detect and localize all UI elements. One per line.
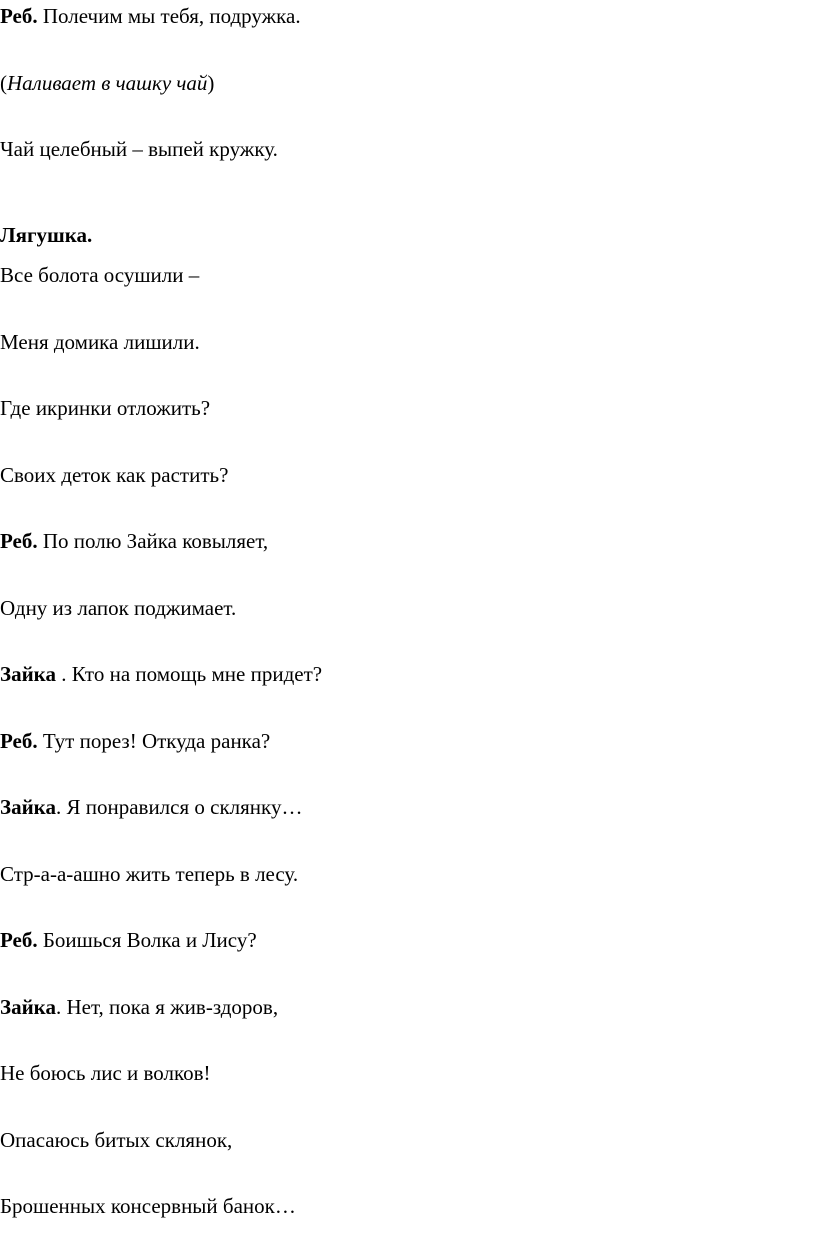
speaker-name: Реб.: [0, 529, 38, 553]
dialogue-line: [0, 1063, 211, 1084]
dialogue-line: [0, 265, 199, 286]
line-text: Все болота осушили –: [0, 263, 200, 287]
line-text: Не боюсь лис и волков!: [0, 1061, 211, 1085]
line-text: Тут порез! Откуда ранка?: [37, 729, 271, 753]
paren-open: (: [0, 71, 7, 95]
speaker-heading: [0, 225, 92, 246]
speaker-name: Зайка: [0, 662, 56, 686]
dialogue-line: [0, 930, 257, 951]
line-text: Боишься Волка и Лису?: [37, 928, 257, 952]
line-text: Чай целебный – выпей кружку.: [0, 137, 278, 161]
dialogue-line: [0, 531, 268, 552]
dialogue-line: [0, 332, 200, 353]
paren-close: ): [207, 71, 215, 95]
dialogue-line: [0, 797, 302, 818]
speaker-name: Лягушка.: [0, 223, 93, 247]
line-text: . Я понравился о склянку…: [55, 795, 303, 819]
dialogue-line: [0, 598, 236, 619]
line-text: Полечим мы тебя, подружка.: [37, 4, 301, 28]
line-text: . Кто на помощь мне придет?: [55, 662, 323, 686]
stage-direction: [0, 73, 214, 94]
dialogue-line: [0, 465, 228, 486]
line-text: . Нет, пока я жив-здоров,: [55, 995, 279, 1019]
dialogue-line: [0, 1196, 296, 1217]
dialogue-line: [0, 664, 322, 685]
line-text: Своих деток как растить?: [0, 463, 229, 487]
speaker-name: Зайка: [0, 795, 56, 819]
line-text: Меня домика лишили.: [0, 330, 200, 354]
dialogue-line: [0, 997, 278, 1018]
speaker-name: Реб.: [0, 729, 38, 753]
stage-direction-text: Наливает в чашку чай: [7, 71, 208, 95]
dialogue-line: [0, 139, 278, 160]
line-text: Где икринки отложить?: [0, 396, 211, 420]
speaker-name: Реб.: [0, 4, 38, 28]
dialogue-line: [0, 864, 298, 885]
line-text: Брошенных консервный банок…: [0, 1194, 296, 1218]
line-text: Стр-а-а-ашно жить теперь в лесу.: [0, 862, 299, 886]
speaker-name: Реб.: [0, 928, 38, 952]
line-text: По полю Зайка ковыляет,: [37, 529, 269, 553]
dialogue-line: [0, 398, 210, 419]
dialogue-line: [0, 6, 301, 27]
dialogue-line: [0, 1130, 232, 1151]
dialogue-line: [0, 731, 270, 752]
line-text: Опасаюсь битых склянок,: [0, 1128, 233, 1152]
speaker-name: Зайка: [0, 995, 56, 1019]
line-text: Одну из лапок поджимает.: [0, 596, 237, 620]
